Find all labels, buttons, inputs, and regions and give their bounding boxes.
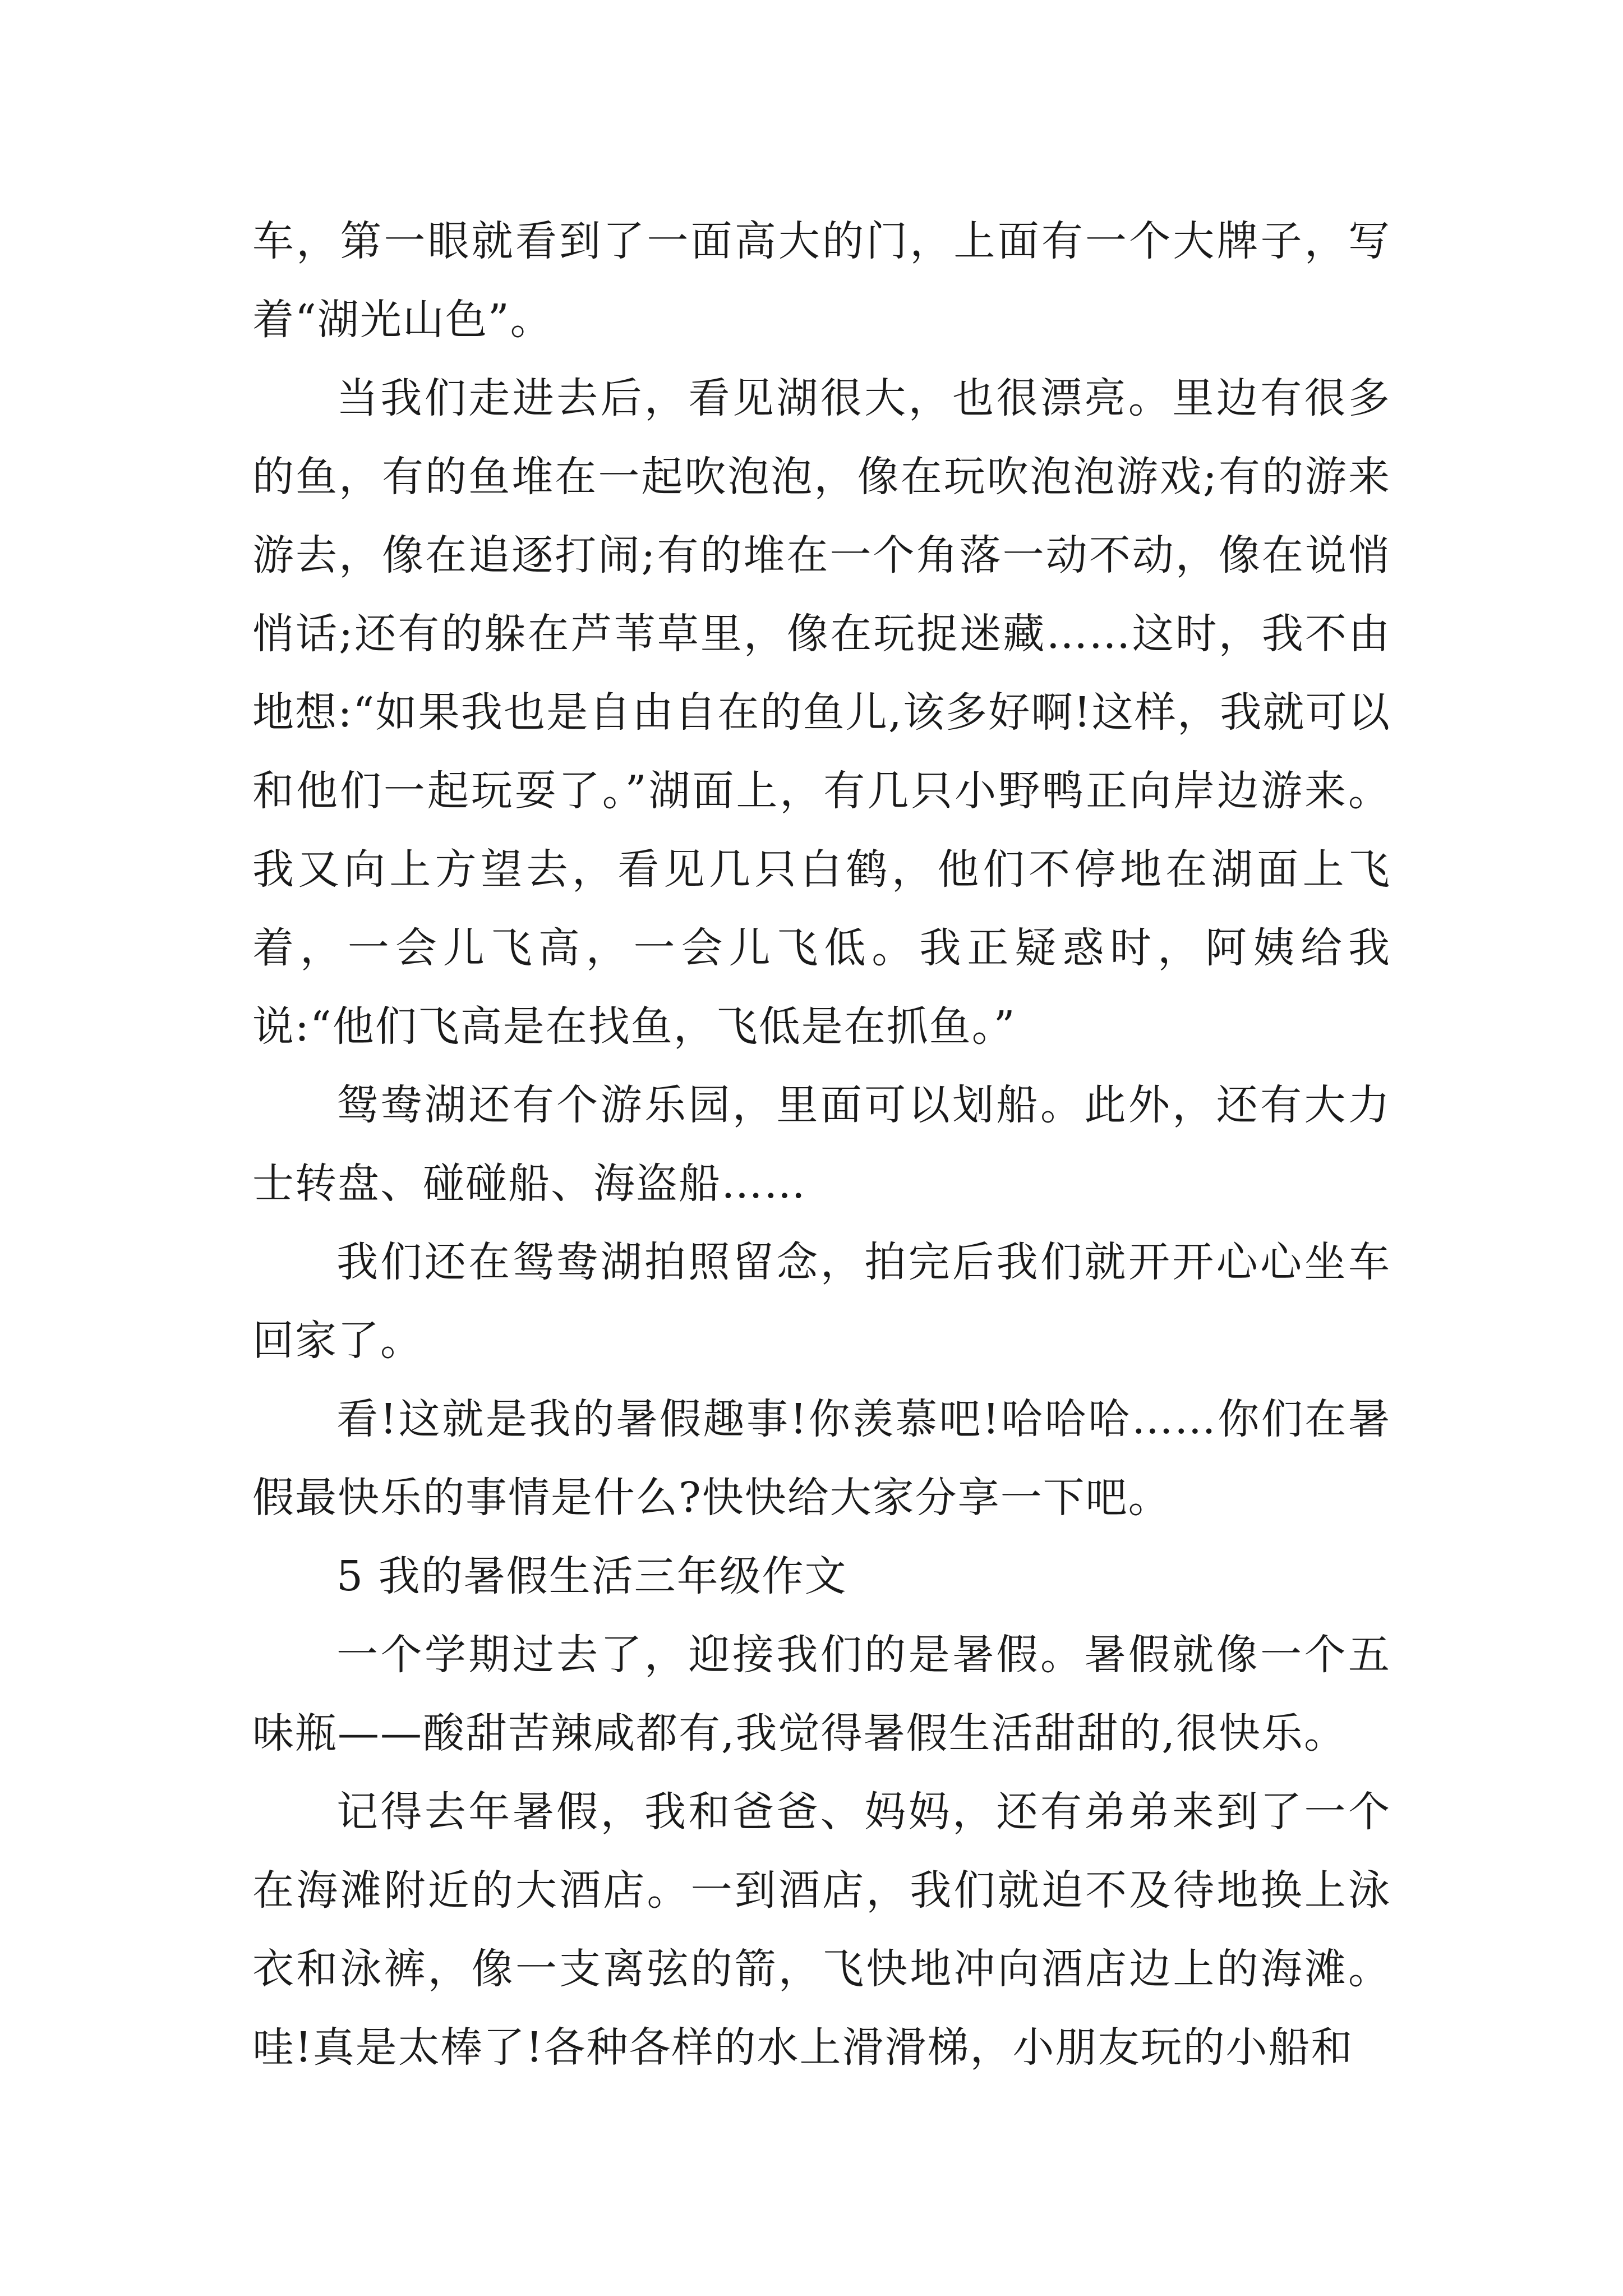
essay-body xyxy=(252,202,1391,2087)
paragraph: 我们还在鸳鸯湖拍照留念，拍完后我们就开开心心坐车回家了。 xyxy=(252,1238,1391,1365)
paragraph: 看!这就是我的暑假趣事!你羡慕吧!哈哈哈……你们在暑假最快乐的事情是什么?快快给大家分享一下吧。 xyxy=(252,1395,1391,1522)
paragraph: 记得去年暑假，我和爸爸、妈妈，还有弟弟来到了一个在海滩附近的大酒店。一到酒店，我们就迫不及待地换上泳衣和泳裤，像一支离弦的箭，飞快地冲向酒店边上的海滩。哇!真是太棒了!各种各样的水上滑滑梯，小朋友玩的小船和 xyxy=(252,1788,1391,2072)
paragraph: 车，第一眼就看到了一面高大的门，上面有一个大牌子，写着“湖光山色”。 xyxy=(252,217,1391,344)
paragraph: 鸳鸯湖还有个游乐园，里面可以划船。此外，还有大力士转盘、碰碰船、海盗船…… xyxy=(252,1081,1391,1208)
section-heading: 5 我的暑假生活三年级作文 xyxy=(336,1552,847,1600)
paragraph: 一个学期过去了，迎接我们的是暑假。暑假就像一个五味瓶——酸甜苦辣咸都有,我觉得暑假生活甜甜的,很快乐。 xyxy=(252,1631,1391,1757)
paragraph: 当我们走进去后，看见湖很大，也很漂亮。里边有很多的鱼，有的鱼堆在一起吹泡泡，像在玩吹泡泡游戏;有的游来游去，像在追逐打闹;有的堆在一个角落一动不动，像在说悄悄话;还有的躲在芦苇草里，像在玩捉迷藏……这时，我不由地想:“如果我也是自由自在的鱼儿,该多好啊!这样，我就可以和他们一起玩耍了。”湖面上，有几只小野鸭正向岸边游来。我又向上方望去，看见几只白鹤，他们不停地在湖面上飞着，一会儿飞高，一会儿飞低。我正疑惑时，阿姨给我说:“他们飞高是在找鱼，飞低是在抓鱼。” xyxy=(252,374,1391,1051)
